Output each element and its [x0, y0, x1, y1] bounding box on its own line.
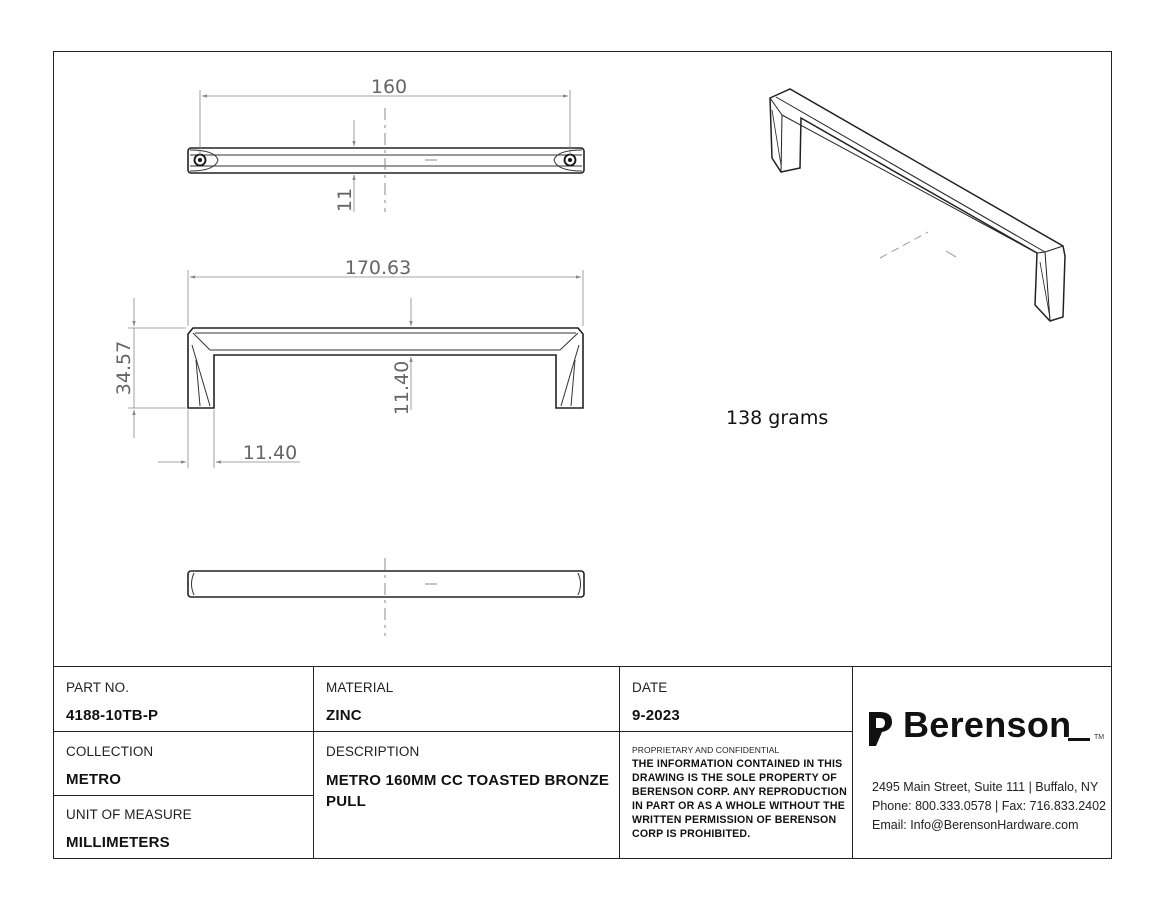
collection-value: METRO: [66, 771, 122, 788]
description-label: DESCRIPTION: [326, 744, 420, 759]
dim-leg-depth: 11.40: [391, 360, 413, 416]
proprietary-notice: THE INFORMATION CONTAINED IN THIS DRAWING IS THE SOLE PROPERTY OF BERENSON CORP. ANY REPRODUCTION IN PART OR AS A WHOLE WITHOUT THE WRITTEN PERMISSION OF BERENSON CORP IS PROHIBITED.: [632, 758, 847, 840]
proprietary-heading: PROPRIETARY AND CONFIDENTIAL: [632, 745, 780, 755]
isometric-view: [770, 89, 1065, 321]
dim-projection: 34.57: [113, 340, 135, 396]
date-label: DATE: [632, 680, 668, 695]
front-view: [113, 257, 583, 468]
company-name: Berenson: [903, 704, 1072, 745]
dim-center-to-center: 160: [370, 76, 408, 98]
company-address: 2495 Main Street, Suite 111 | Buffalo, NY: [872, 780, 1099, 794]
unit-of-measure-value: MILLIMETERS: [66, 834, 170, 851]
part-no-label: PART NO.: [66, 680, 130, 695]
top-view: [188, 76, 584, 212]
part-no-value: 4188-10TB-P: [66, 707, 159, 724]
logo-underline: [1068, 738, 1090, 741]
description-value: METRO 160MM CC TOASTED BRONZE PULL: [326, 772, 610, 810]
material-value: ZINC: [326, 707, 362, 724]
trademark-mark: TM: [1094, 734, 1105, 741]
company-phone: Phone: 800.333.0578 | Fax: 716.833.2402: [872, 799, 1106, 813]
date-value: 9-2023: [632, 707, 680, 724]
berenson-logo-icon: [866, 708, 896, 748]
unit-of-measure-label: UNIT OF MEASURE: [66, 807, 192, 822]
weight-label: 138 grams: [726, 407, 829, 429]
dim-top-thickness: 11: [334, 187, 356, 213]
company-email: Email: Info@BerensonHardware.com: [872, 818, 1079, 832]
collection-label: COLLECTION: [66, 744, 154, 759]
material-label: MATERIAL: [326, 680, 394, 695]
bottom-view: [188, 558, 584, 636]
dim-overall-length: 170.63: [344, 257, 412, 279]
dim-leg-width: 11.40: [242, 442, 298, 464]
